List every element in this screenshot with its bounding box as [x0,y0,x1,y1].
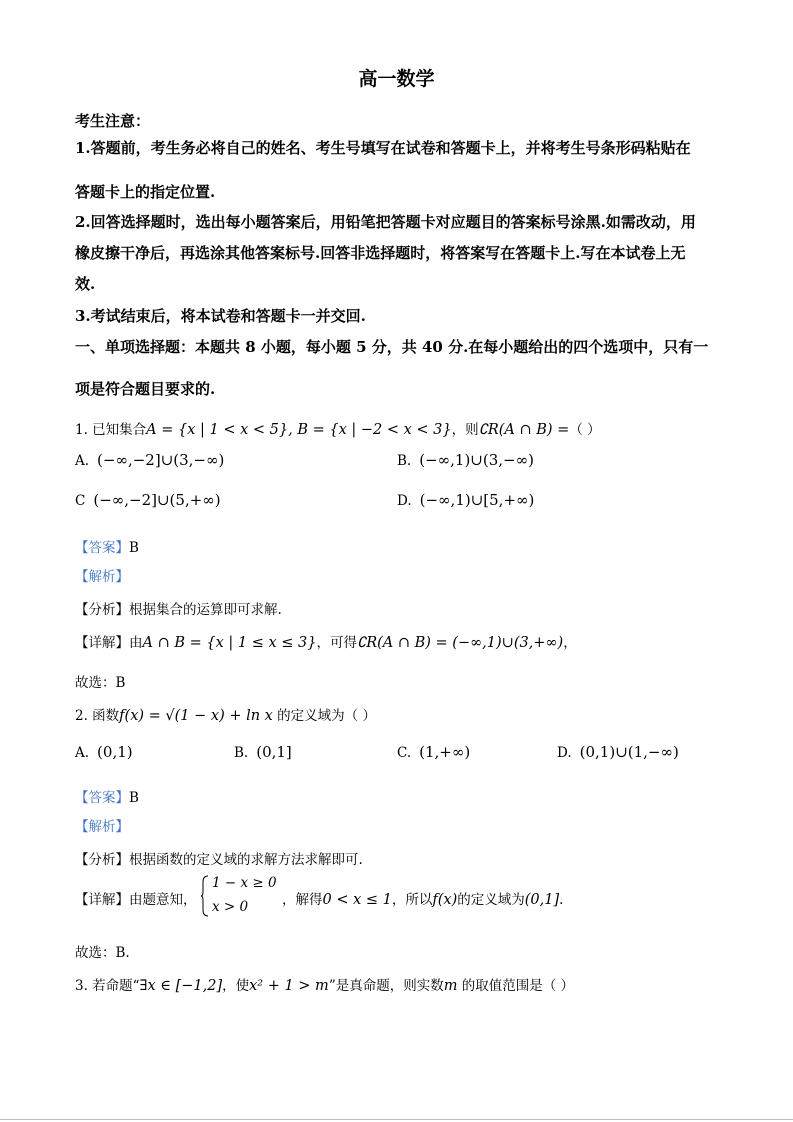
q2-system-line1: 1 − x ≥ 0 [212,875,277,891]
notice-item1-line2: 答题卡上的指定位置. [75,183,216,201]
q1-detail-expr2: ∁R(A ∩ B) = (−∞,1)∪(3,+∞) [356,635,564,651]
q1-paren: （ ） [569,422,601,438]
q1-prefix: 1. 已知集合 [75,422,147,438]
q1-option-b-value: (−∞,1)∪(3,−∞) [419,451,534,469]
q2-answer [75,786,139,806]
q1-detail [75,631,577,651]
q1-option-c-label: C [75,493,86,509]
q1-option-a-value: (−∞,−2]∪(3,−∞) [97,451,225,469]
q1-option-d-label: D. [397,493,412,509]
q2-option-d-value: (0,1)∪(1,−∞) [579,743,679,761]
section1-line1: 一、单项选择题：本题共 8 小题，每小题 5 分，共 40 分.在每小题给出的四个选项中，只有一 [75,338,709,356]
q2-option-b-value: (0,1] [256,743,292,761]
q1-detail-text-a: 由 [129,635,143,651]
q1-complement: ∁R(A ∩ B) = [478,422,570,438]
q2-option-d [557,743,679,761]
q2-system-brace [200,874,210,918]
q2-detail-rest [282,888,563,908]
q2-detail-expr3: (0,1] [524,892,560,908]
q2-option-b [234,743,292,761]
q2-detail-tag: 【详解】 [75,892,129,908]
notice-item2-line2: 橡皮擦干净后，再选涂其他答案标号.回答非选择题时，将答案写在答题卡上.写在本试卷上无 [75,244,686,262]
q1-fenxi-text: 根据集合的运算即可求解. [129,602,282,618]
q1-answer [75,536,139,556]
q2-option-c-value: (1,+∞) [419,743,471,761]
q1-detail-tag: 【详解】 [75,635,129,651]
q2-detail-text-b: ，解得 [282,892,323,908]
q2-fenxi-text: 根据函数的定义域的求解方法求解即可. [129,852,363,868]
page-title: 高一数学 [358,68,435,90]
q2-system-line2: x > 0 [212,899,249,915]
q2-option-b-label: B. [234,745,249,761]
q2-option-a-label: A. [75,745,90,761]
q2-choose: 故选：B. [75,945,130,961]
q2-analysis-tag: 【解析】 [75,819,129,835]
q1-sets: A = {x | 1 < x < 5}, B = {x | −2 < x < 3} [146,422,452,438]
q1-option-c-value: (−∞,−2]∪(5,+∞) [93,491,221,509]
q2-option-d-label: D. [557,745,572,761]
q1-option-a-label: A. [75,453,90,469]
q2-detail-text-c: ，所以 [391,892,433,908]
q2-detail-text-d: 的定义域为 [457,892,525,908]
q1-answer-tag: 【答案】 [75,540,129,556]
q1-detail-text-c: ， [563,635,577,651]
q1-fenxi-tag: 【分析】 [75,602,129,618]
q3-mid: ，使 [222,978,250,994]
q2-option-a-value: (0,1) [97,743,133,761]
q1-then: ，则 [451,422,479,438]
q1-choose: 故选：B [75,675,126,691]
q1-option-d-value: (−∞,1)∪[5,+∞) [419,491,535,509]
q2-function: f(x) = √(1 − x) + ln x [119,708,273,724]
page-bottom-rule [0,1119,793,1120]
q1-detail-expr1: A ∩ B = {x | 1 ≤ x ≤ 3} [142,635,317,651]
q2-detail-text-a: 由题意知， [129,892,197,908]
q2-option-a [75,743,133,761]
q1-option-a [75,451,224,469]
q1-option-b [397,451,534,469]
notice-item3: 3.考试结束后，将本试卷和答题卡一并交回. [75,307,366,325]
q2-answer-value: B [129,790,139,806]
notice-item2-line3: 效. [75,275,96,293]
q2-detail-expr2: f(x) [432,892,458,908]
q3-end: 的取值范围是（ ） [457,978,575,994]
q1-option-d [397,491,534,509]
q3-expr1: ∃x ∈ [−1,2] [139,978,223,994]
q1-option-b-label: B. [397,453,412,469]
q1-answer-value: B [129,540,139,556]
q3-suffix: ”是真命题，则实数 [328,978,444,994]
q1-option-c [75,491,221,509]
q3-stem [75,974,574,994]
notice-heading: 考生注意： [75,112,151,130]
q1-detail-text-b: ，可得 [316,635,357,651]
section1-line2: 项是符合题目要求的. [75,380,216,398]
q2-detail-text-e: . [559,892,564,908]
q2-suffix: 的定义域为（ ） [272,708,376,724]
q1-fenxi [75,598,282,618]
q1-analysis-tag: 【解析】 [75,569,129,585]
q2-detail-expr1: 0 < x ≤ 1 [322,892,392,908]
q2-detail-lead [75,888,197,908]
q1-stem [75,418,601,438]
notice-item1-line1: 1.答题前，考生务必将自己的姓名、考生号填写在试卷和答题卡上，并将考生号条形码粘贴在 [75,139,691,157]
notice-item2-line1: 2.回答选择题时，选出每小题答案后，用铅笔把答题卡对应题目的答案标号涂黑.如需改动，用 [75,213,696,231]
q2-option-c [397,743,470,761]
q2-fenxi [75,848,363,868]
q3-var: m [443,978,458,994]
q3-expr2: x² + 1 > m [249,978,329,994]
q2-prefix: 2. 函数 [75,708,120,724]
q2-option-c-label: C. [397,745,412,761]
q2-fenxi-tag: 【分析】 [75,852,129,868]
q2-stem [75,704,376,724]
q2-answer-tag: 【答案】 [75,790,129,806]
q3-prefix: 3. 若命题“ [75,978,140,994]
